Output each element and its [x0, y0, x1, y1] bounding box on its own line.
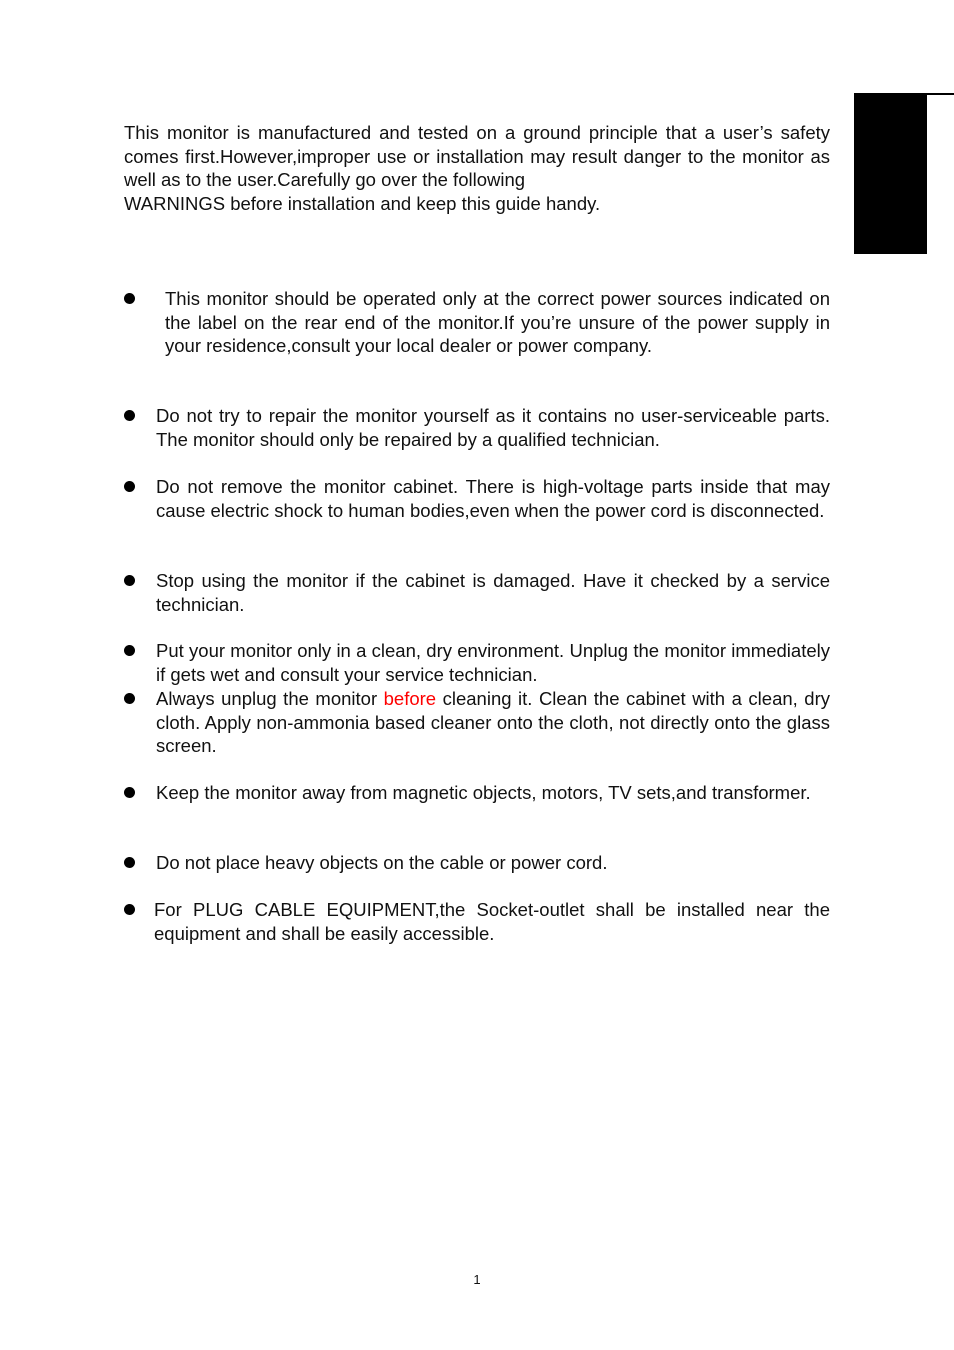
bullet-dot-icon — [124, 410, 135, 421]
warning-text: Do not remove the monitor cabinet. There is high-voltage parts inside that may cause electric shock to human bodies,even when the power cord is disconnected. — [156, 476, 830, 521]
warning-text-post: cleaning it. Clean the cabinet with a clean, dry cloth. Apply non-ammonia based cleaner onto the cloth, not directly onto the glass screen. — [156, 688, 830, 756]
page-number: 1 — [473, 1272, 481, 1287]
bullet-dot-icon — [124, 293, 135, 304]
bullet-dot-icon — [124, 857, 135, 868]
intro-last-line: WARNINGS before installation and keep this guide handy. — [124, 192, 601, 214]
warning-text: Put your monitor only in a clean, dry environment. Unplug the monitor immediately if gets wet and consult your service technician. — [156, 640, 830, 685]
bullet-dot-icon — [124, 904, 135, 915]
intro-text: This monitor is manufactured and tested on a ground principle that a user’s safety comes first.However,improper use or installation may result danger to the monitor as well as to the user.Carefully go over the following — [124, 122, 830, 190]
warning-highlight: before — [383, 688, 437, 709]
warning-text: Do not try to repair the monitor yourself as it contains no user-serviceable parts. The monitor should only be repaired by a qualified technician. — [156, 405, 830, 450]
bullet-dot-icon — [124, 645, 135, 656]
warning-text: Do not place heavy objects on the cable or power cord. — [156, 852, 608, 873]
bullet-dot-icon — [124, 787, 135, 798]
warning-text: Keep the monitor away from magnetic objects, motors, TV sets,and transformer. — [156, 782, 811, 803]
warning-text — [156, 687, 830, 758]
warning-text: This monitor should be operated only at the correct power sources indicated on the label on the rear end of the monitor.If you’re unsure of the power supply in your residence,consult your local dealer or power company. — [165, 288, 830, 356]
warning-text-pre: Always unplug the monitor — [156, 688, 384, 709]
bullet-dot-icon — [124, 481, 135, 492]
edge-tab — [854, 93, 927, 254]
bullet-dot-icon — [124, 693, 135, 704]
bullet-dot-icon — [124, 575, 135, 586]
warning-text: Stop using the monitor if the cabinet is damaged. Have it checked by a service technician. — [156, 570, 830, 615]
warning-text: For PLUG CABLE EQUIPMENT,the Socket-outlet shall be installed near the equipment and shall be easily accessible. — [154, 899, 830, 944]
intro-paragraph — [124, 121, 830, 215]
